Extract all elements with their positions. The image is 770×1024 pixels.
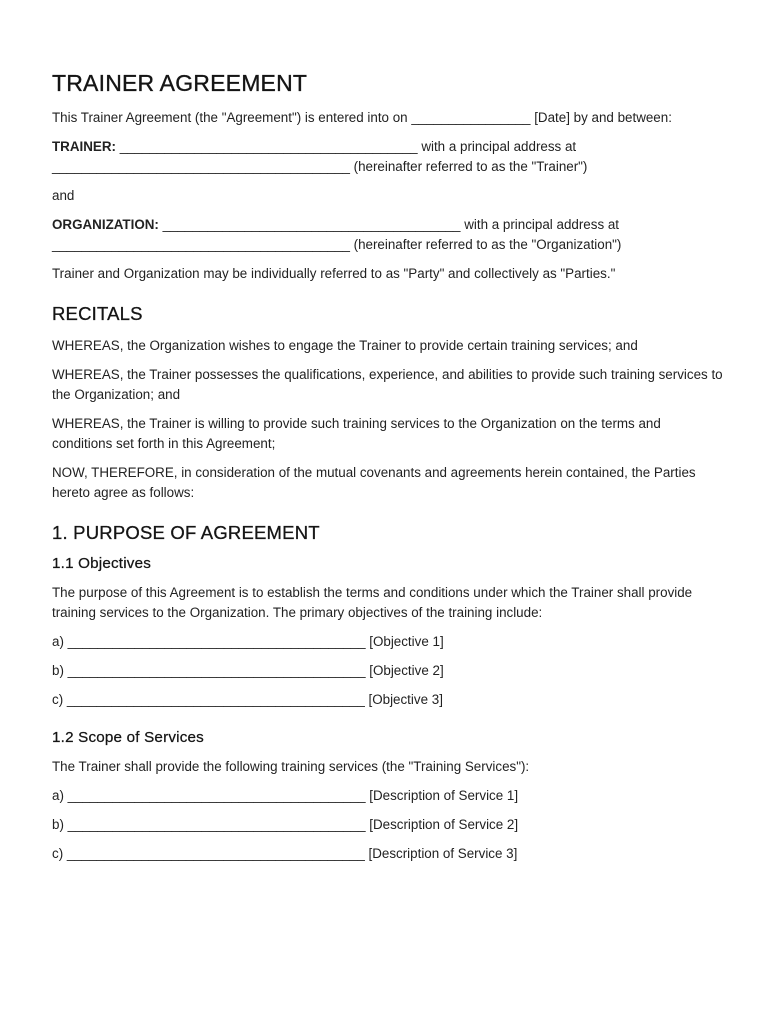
recital-item: WHEREAS, the Trainer is willing to provide such training services to the Organization on the terms and conditions set forth in this Agreement; [52, 416, 661, 451]
organization-text: ________________________________________ with a principal address at ________________________________________ (hereinafter referred to as the "Organization") [52, 217, 622, 252]
trainer-label: TRAINER: [52, 139, 116, 154]
service-item: c) ________________________________________ [Description of Service 3] [52, 846, 518, 861]
organization-label: ORGANIZATION: [52, 217, 159, 232]
document-page [52, 70, 724, 873]
recital-item: WHEREAS, the Trainer possesses the qualifications, experience, and abilities to provide such training services to the Organization; and [52, 367, 723, 402]
intro-paragraph: This Trainer Agreement (the "Agreement") is entered into on ________________ [Date] by and between: [52, 110, 672, 125]
scope-heading: 1.2 Scope of Services [52, 729, 204, 746]
organization-paragraph [52, 215, 724, 255]
service-item: a) ________________________________________ [Description of Service 1] [52, 788, 519, 803]
objectives-heading: 1.1 Objectives [52, 555, 152, 572]
trainer-text: ________________________________________ with a principal address at ________________________________________ (hereinafter referred to as the "Trainer") [52, 139, 588, 174]
recital-item: NOW, THEREFORE, in consideration of the mutual covenants and agreements herein contained, the Parties hereto agree as follows: [52, 465, 696, 500]
recital-item: WHEREAS, the Organization wishes to engage the Trainer to provide certain training services; and [52, 338, 638, 353]
objective-item: a) ________________________________________ [Objective 1] [52, 634, 444, 649]
parties-paragraph: Trainer and Organization may be individually referred to as "Party" and collectively as "Parties." [52, 266, 616, 281]
objective-item: b) ________________________________________ [Objective 2] [52, 663, 444, 678]
objectives-paragraph: The purpose of this Agreement is to establish the terms and conditions under which the Trainer shall provide training services to the Organization. The primary objectives of the training include: [52, 585, 693, 620]
recitals-heading: RECITALS [52, 303, 143, 324]
scope-paragraph: The Trainer shall provide the following training services (the "Training Services"): [52, 759, 530, 774]
document-title: TRAINER AGREEMENT [52, 70, 308, 96]
and-paragraph: and [52, 188, 75, 203]
trainer-paragraph [52, 137, 724, 177]
service-item: b) ________________________________________ [Description of Service 2] [52, 817, 519, 832]
objective-item: c) ________________________________________ [Objective 3] [52, 692, 443, 707]
section-1-heading: 1. PURPOSE OF AGREEMENT [52, 522, 320, 543]
